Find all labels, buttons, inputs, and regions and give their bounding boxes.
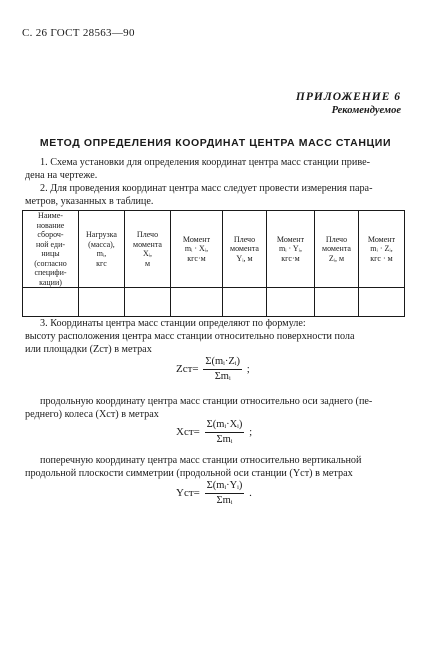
formula-y-punct: .	[249, 487, 252, 500]
table-cell	[223, 288, 267, 317]
table-cell	[267, 288, 315, 317]
table-cell	[79, 288, 125, 317]
paragraph-5-line-1: поперечную координату центра масс станции относительно вертикальной	[40, 455, 362, 466]
formula-y	[176, 479, 252, 508]
paragraph-3-line-3: или площадки (Zст) в метрах	[25, 344, 152, 355]
formula-y-numerator: Σ(mᵢ·Yᵢ)	[205, 479, 245, 494]
table-row	[23, 288, 405, 317]
table-cell	[23, 288, 79, 317]
column-header: Момент mᵢ · Yᵢ, кгс·м	[267, 211, 315, 288]
formula-z	[176, 355, 250, 384]
appendix-label: ПРИЛОЖЕНИЕ 6	[295, 91, 401, 103]
column-header: Наиме- нование сбороч- ной еди- ницы (согласно специфи- кации)	[23, 211, 79, 288]
appendix-status: Рекомендуемое	[331, 105, 401, 116]
paragraph-5-line-2: продольной плоскости симметрии (продольной оси станции (Yст) в метрах	[25, 468, 353, 479]
column-header: Плечо момента Xᵢ, м	[125, 211, 171, 288]
table-cell	[315, 288, 359, 317]
formula-y-denominator: Σmᵢ	[216, 495, 233, 506]
measurements-table	[22, 210, 405, 317]
formula-y-fraction	[205, 479, 245, 508]
table-cell	[359, 288, 405, 317]
formula-x-lhs: Xст=	[176, 426, 200, 439]
paragraph-3-line-1: 3. Координаты центра масс станции определяют по формуле:	[40, 318, 306, 329]
formula-z-lhs: Zст=	[176, 363, 199, 376]
formula-z-numerator: Σ(mᵢ·Zᵢ)	[203, 355, 242, 370]
column-header: Момент mᵢ · Xᵢ, кгс·м	[171, 211, 223, 288]
table-cell	[125, 288, 171, 317]
column-header: Момент mᵢ · Zᵢ, кгс · м	[359, 211, 405, 288]
document-title: МЕТОД ОПРЕДЕЛЕНИЯ КООРДИНАТ ЦЕНТРА МАСС СТАНЦИИ	[39, 137, 392, 149]
formula-z-punct: ;	[246, 363, 250, 376]
paragraph-1-line-2: дена на чертеже.	[25, 170, 98, 181]
paragraph-3-line-2: высоту расположения центра масс станции относительно поверхности пола	[25, 331, 355, 342]
formula-x-fraction	[205, 418, 245, 447]
table-header-row	[23, 211, 405, 288]
formula-x-numerator: Σ(mᵢ·Xᵢ)	[205, 418, 245, 433]
formula-y-lhs: Yст=	[176, 487, 200, 500]
column-header: Нагрузка (масса), mᵢ, кгс	[79, 211, 125, 288]
paragraph-2-line-1: 2. Для проведения координат центра масс следует провести измерения пара-	[40, 183, 373, 194]
formula-x	[176, 418, 252, 447]
formula-z-denominator: Σmᵢ	[214, 371, 231, 382]
column-header: Плечо момента Zᵢ, м	[315, 211, 359, 288]
paragraph-4-line-2: реднего) колеса (Xст) в метрах	[25, 409, 159, 420]
paragraph-1-line-1: 1. Схема установки для определения координат центра масс станции приве-	[40, 157, 370, 168]
column-header: Плечо момента Yᵢ, м	[223, 211, 267, 288]
formula-z-fraction	[203, 355, 242, 384]
formula-x-punct: ;	[249, 426, 253, 439]
table-cell	[171, 288, 223, 317]
formula-x-denominator: Σmᵢ	[216, 434, 233, 445]
page-header: С. 26 ГОСТ 28563—90	[22, 27, 135, 39]
paragraph-4-line-1: продольную координату центра масс станции относительно оси заднего (пе-	[40, 396, 373, 407]
paragraph-2-line-2: метров, указанных в таблице.	[25, 196, 154, 207]
